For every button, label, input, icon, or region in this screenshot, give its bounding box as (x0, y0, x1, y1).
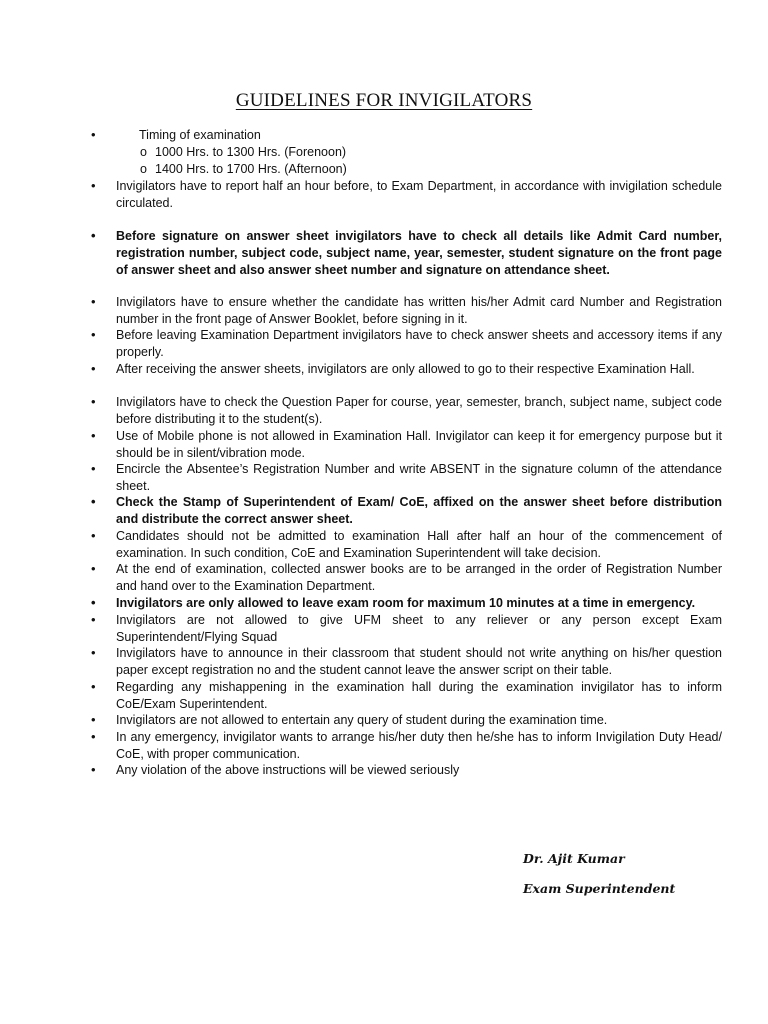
timing-item (91, 127, 439, 144)
guideline-item (91, 762, 722, 779)
bullet-icon: • (91, 561, 96, 576)
guideline-item (91, 528, 722, 562)
guideline-text: Invigilators have to announce in their classroom that student should not write anything on his/her question paper except registration no and the student cannot leave the answer script on their table. (116, 646, 722, 677)
timing-heading: Timing of examination (139, 128, 261, 142)
bullet-icon: • (91, 228, 96, 243)
guideline-item (91, 294, 722, 328)
guideline-text: Encircle the Absentee’s Registration Number and write ABSENT in the signature column of the attendance sheet. (116, 462, 722, 493)
guideline-text: Use of Mobile phone is not allowed in Examination Hall. Invigilator can keep it for emergency purpose but it should be in silent/vibration mode. (116, 429, 722, 460)
sub-bullet-icon: o (140, 162, 147, 176)
bullet-icon: • (91, 494, 96, 509)
guideline-item (91, 645, 722, 679)
guideline-text: After receiving the answer sheets, invigilators are only allowed to go to their respective Examination Hall. (116, 362, 695, 376)
guideline-item (91, 327, 722, 361)
guideline-item (91, 712, 722, 729)
guideline-text: Any violation of the above instructions will be viewed seriously (116, 763, 460, 777)
bullet-icon: • (91, 461, 96, 476)
guideline-item (91, 228, 722, 278)
guideline-item (91, 561, 722, 595)
bullet-icon: • (91, 679, 96, 694)
signature-designation: Exam Superintendent (523, 881, 676, 896)
guideline-item (91, 178, 722, 212)
guideline-text: Invigilators are not allowed to entertain any query of student during the examination time. (116, 713, 608, 727)
guideline-item (91, 394, 722, 428)
bullet-icon: • (91, 428, 96, 443)
timing-session-afternoon (140, 161, 347, 178)
guideline-text: Check the Stamp of Superintendent of Exam/ CoE, affixed on the answer sheet before distribution and distribute the correct answer sheet. (116, 495, 722, 526)
guideline-item (91, 595, 722, 612)
bullet-icon: • (91, 294, 96, 309)
bullet-icon: • (91, 729, 96, 744)
guideline-item (91, 612, 722, 646)
guideline-text: Invigilators have to report half an hour before, to Exam Department, in accordance with invigilation schedule circulated. (116, 179, 722, 210)
bullet-icon: • (91, 127, 96, 142)
guideline-text: Invigilators are not allowed to give UFM sheet to any reliever or any person except Exam Superintendent/Flying Squad (116, 613, 722, 644)
guideline-text: Before leaving Examination Department invigilators have to check answer sheets and accessory items if any properly. (116, 328, 722, 359)
guideline-text: Candidates should not be admitted to examination Hall after half an hour of the commencement of examination. In such condition, CoE and Examination Superintendent will take decision. (116, 529, 722, 560)
guideline-text: Before signature on answer sheet invigilators have to check all details like Admit Card number, registration number, subject code, subject name, year, semester, student signature on the front page of answer sheet and also answer sheet number and signature on attendance sheet. (116, 229, 722, 277)
signature-name: Dr. Ajit Kumar (523, 851, 625, 866)
timing-session-text: 1400 Hrs. to 1700 Hrs. (Afternoon) (155, 162, 347, 176)
bullet-icon: • (91, 178, 96, 193)
bullet-icon: • (91, 762, 96, 777)
timing-session-text: 1000 Hrs. to 1300 Hrs. (Forenoon) (155, 145, 347, 159)
bullet-icon: • (91, 645, 96, 660)
guideline-item (91, 361, 722, 378)
guideline-text: Invigilators are only allowed to leave exam room for maximum 10 minutes at a time in emergency. (116, 596, 696, 610)
guideline-text: At the end of examination, collected answer books are to be arranged in the order of Registration Number and hand over to the Examination Department. (116, 562, 722, 593)
bullet-icon: • (91, 712, 96, 727)
bullet-icon: • (91, 361, 96, 376)
guideline-item (91, 461, 722, 495)
guideline-item (91, 679, 722, 713)
bullet-icon: • (91, 394, 96, 409)
guideline-item (91, 729, 722, 763)
document-title (0, 90, 768, 112)
bullet-icon: • (91, 528, 96, 543)
sub-bullet-icon: o (140, 145, 147, 159)
guideline-text: In any emergency, invigilator wants to arrange his/her duty then he/she has to inform Invigilation Duty Head/ CoE, with proper communication. (116, 730, 722, 761)
bullet-icon: • (91, 612, 96, 627)
bullet-icon: • (91, 595, 96, 610)
guideline-item (91, 494, 722, 528)
guideline-text: Invigilators have to ensure whether the candidate has written his/her Admit card Number and Registration number in the front page of Answer Booklet, before signing in it. (116, 295, 722, 326)
guideline-text: Regarding any mishappening in the examination hall during the examination invigilator has to inform CoE/Exam Superintendent. (116, 680, 722, 711)
timing-session-forenoon (140, 144, 346, 161)
bullet-icon: • (91, 327, 96, 342)
document-title-text: GUIDELINES FOR INVIGILATORS (235, 90, 533, 111)
guideline-text: Invigilators have to check the Question Paper for course, year, semester, branch, subject name, subject code before distributing it to the student(s). (116, 395, 722, 426)
guideline-item (91, 428, 722, 462)
